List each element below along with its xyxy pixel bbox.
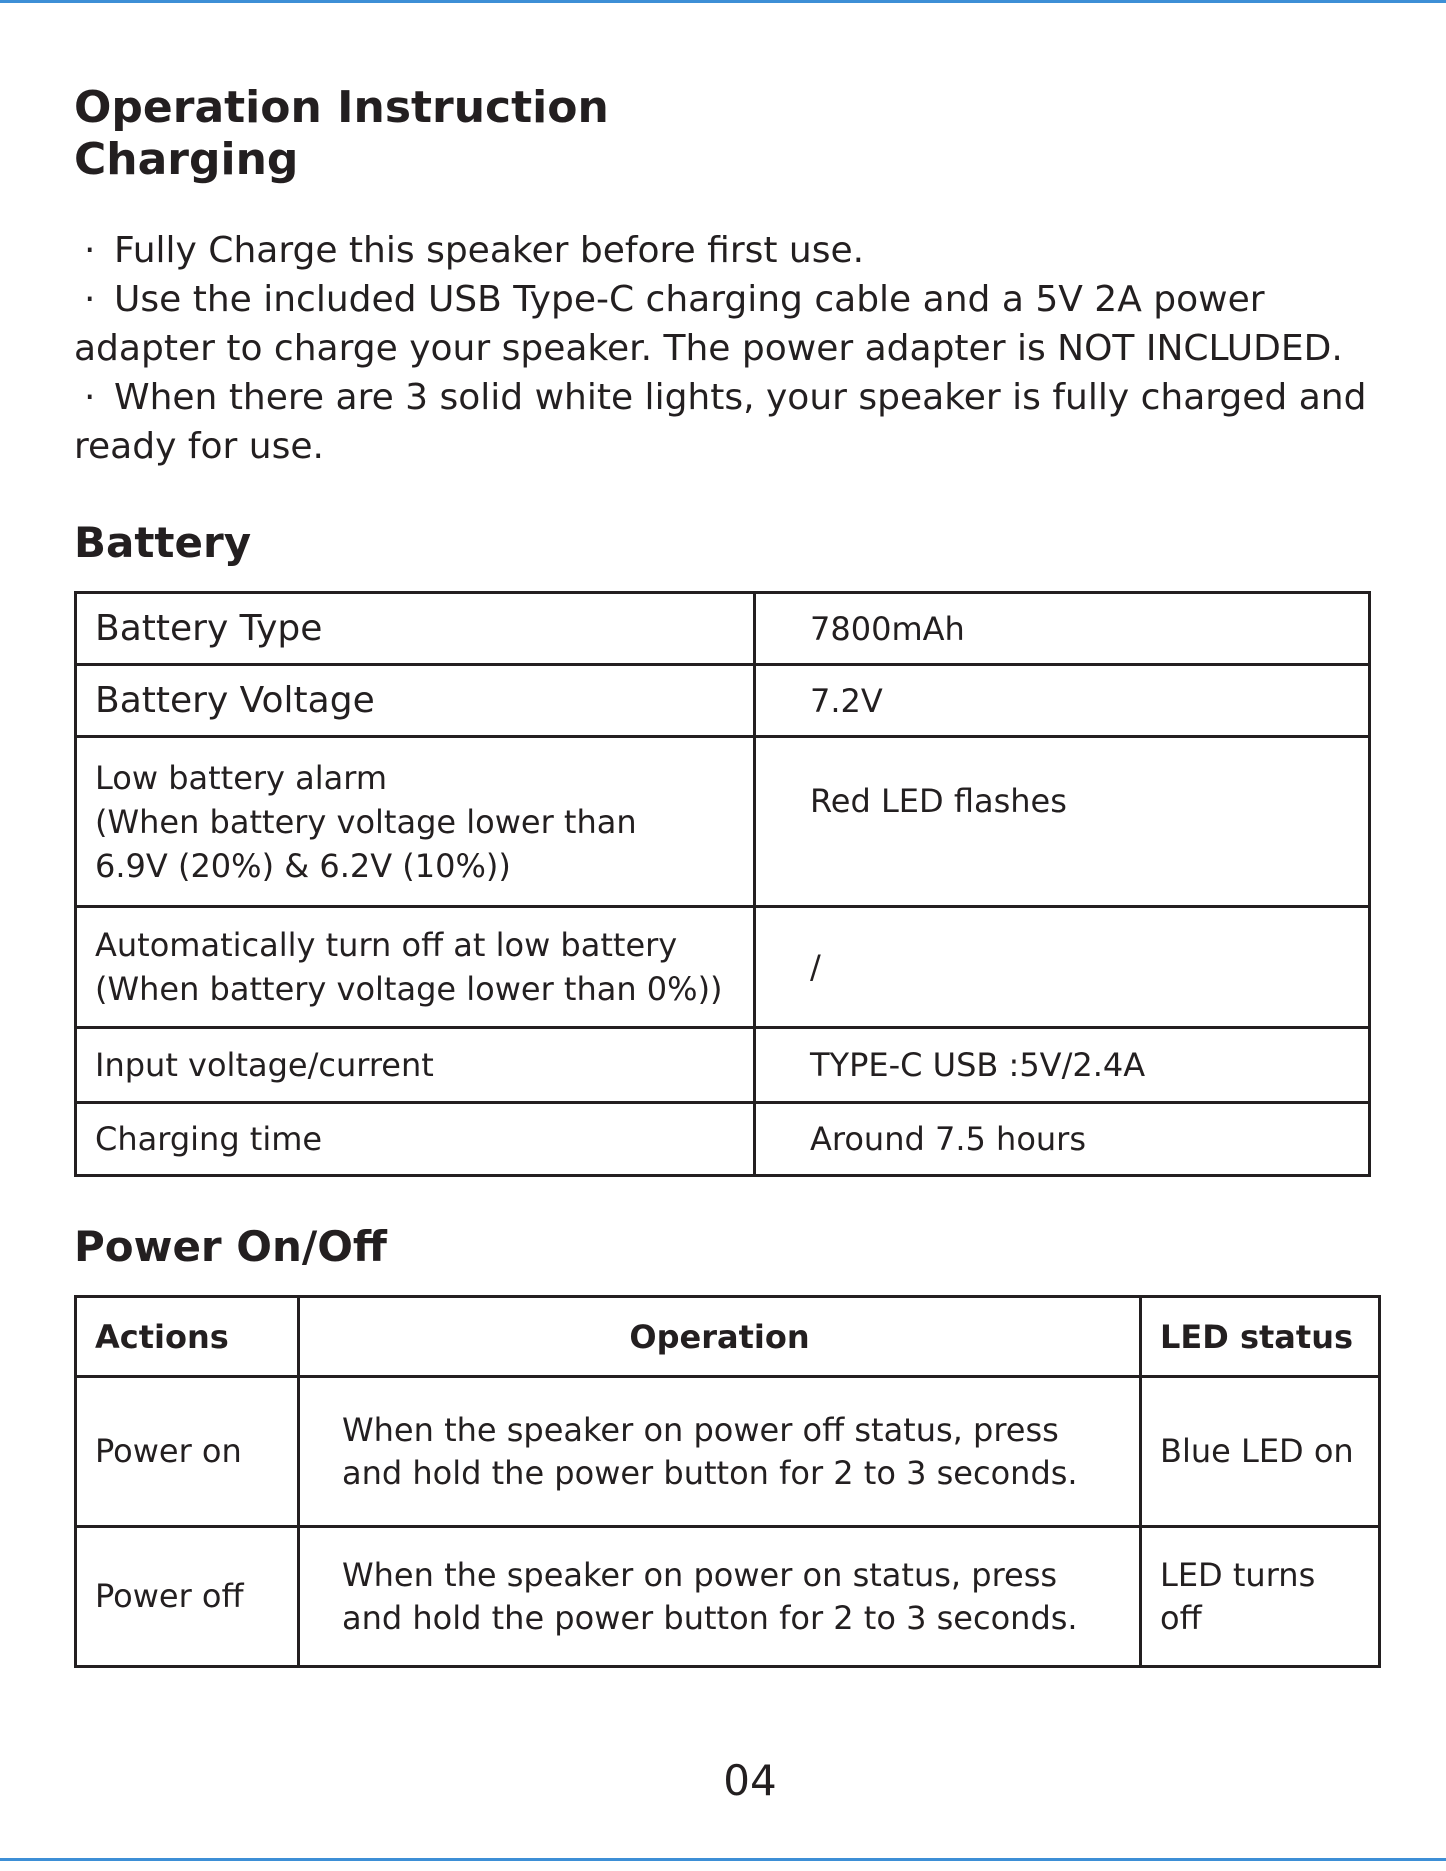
operation-line: and hold the power button for 2 to 3 seconds. (342, 1453, 1078, 1492)
table-row (76, 907, 1370, 1028)
actions-header: Actions (76, 1297, 299, 1377)
charging-time-label: Charging time (76, 1103, 755, 1176)
table-row (76, 1028, 1370, 1103)
operation-line: When the speaker on power off status, press (342, 1410, 1059, 1449)
bullet-item (74, 373, 1374, 471)
bullet-text: Fully Charge this speaker before first use. (114, 230, 865, 271)
input-voltage-label: Input voltage/current (76, 1028, 755, 1103)
bullet-dot: · (84, 377, 96, 418)
power-on-action: Power on (76, 1377, 299, 1527)
operation-line: When the speaker on power on status, press (342, 1555, 1058, 1594)
bullet-text: When there are 3 solid white lights, your speaker is fully charged and ready for use. (74, 377, 1367, 467)
label-line: 6.9V (20%) & 6.2V (10%)) (95, 846, 511, 885)
bullet-dot: · (84, 279, 96, 320)
input-voltage-value: TYPE-C USB :5V/2.4A (755, 1028, 1370, 1103)
bullet-item (74, 226, 1374, 275)
bullet-dot: · (84, 230, 96, 271)
bottom-rule (0, 1858, 1446, 1861)
battery-type-label: Battery Type (76, 593, 755, 665)
label-line: Low battery alarm (95, 758, 388, 797)
battery-type-value: 7800mAh (755, 593, 1370, 665)
label-line: Automatically turn off at low battery (95, 926, 678, 964)
auto-off-value: / (755, 907, 1370, 1028)
table-row (76, 1103, 1370, 1176)
battery-voltage-label: Battery Voltage (76, 665, 755, 737)
table-row (76, 1377, 1380, 1527)
low-battery-alarm-value: Red LED flashes (755, 737, 1370, 907)
table-header-row (76, 1297, 1380, 1377)
operation-header: Operation (299, 1297, 1141, 1377)
led-status-header: LED status (1141, 1297, 1380, 1377)
charging-time-value: Around 7.5 hours (755, 1103, 1370, 1176)
battery-voltage-value: 7.2V (755, 665, 1370, 737)
operation-line: and hold the power button for 2 to 3 seconds. (342, 1598, 1078, 1637)
charging-heading: Charging (74, 134, 299, 185)
power-off-led: LED turns off (1141, 1527, 1380, 1667)
power-table (74, 1295, 1381, 1668)
bullet-item (74, 275, 1374, 373)
battery-heading: Battery (74, 518, 252, 567)
label-line: (When battery voltage lower than 0%)) (95, 970, 723, 1008)
power-heading: Power On/Off (74, 1222, 387, 1271)
page-number: 04 (723, 1756, 777, 1805)
power-off-operation (299, 1527, 1141, 1667)
charging-bullets (74, 226, 1374, 471)
table-row (76, 737, 1370, 907)
low-battery-alarm-label (76, 737, 755, 907)
power-on-operation (299, 1377, 1141, 1527)
table-row (76, 665, 1370, 737)
top-rule (0, 0, 1446, 3)
table-row (76, 1527, 1380, 1667)
label-line: (When battery voltage lower than (95, 802, 637, 841)
power-on-led: Blue LED on (1141, 1377, 1380, 1527)
page-title: Operation Instruction (74, 82, 609, 133)
page-content (74, 82, 1374, 1668)
bullet-text: Use the included USB Type-C charging cable and a 5V 2A power adapter to charge your speaker. The power adapter is NOT INCLUDED. (74, 279, 1343, 369)
power-off-action: Power off (76, 1527, 299, 1667)
auto-off-label (76, 907, 755, 1028)
table-row (76, 593, 1370, 665)
battery-table (74, 591, 1371, 1177)
